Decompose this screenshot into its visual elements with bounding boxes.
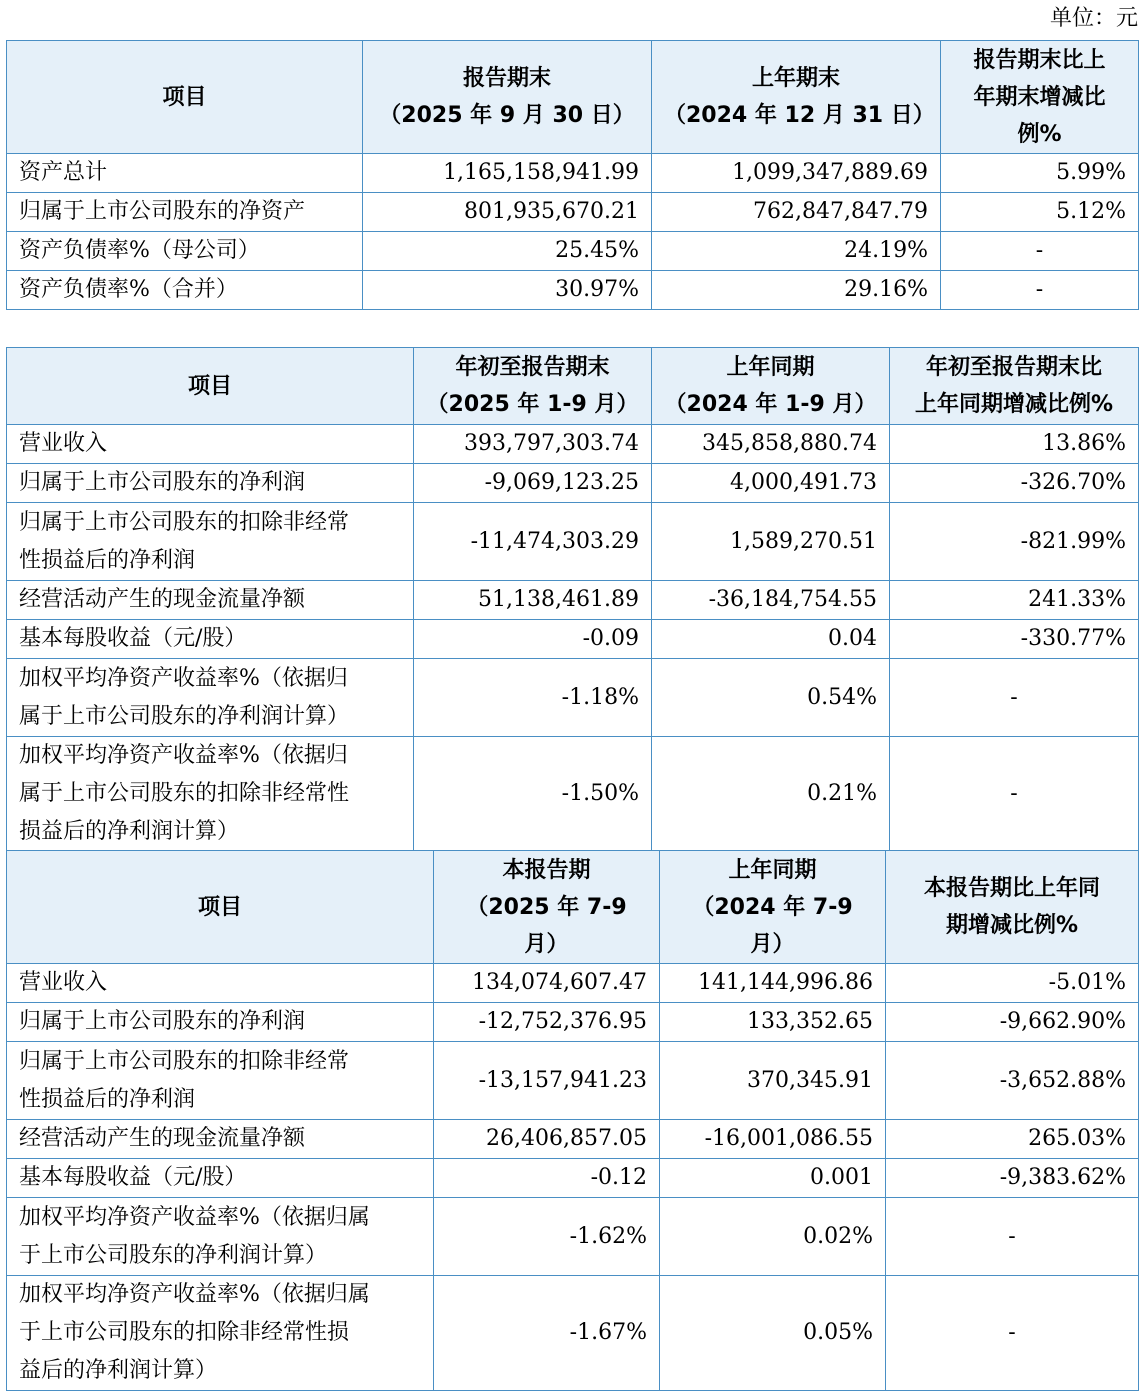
column-header-line: 上年同期 [726,355,815,380]
column-header-line: 项目 [162,84,207,110]
column-header-line: 上年期末 [751,66,840,91]
value-cell: 0.05% [660,1276,886,1391]
value-cell: 4,000,491.73 [652,464,890,503]
column-header-line: 报告期末 [462,66,551,91]
column-header-line: 例% [1017,121,1062,147]
value-cell: 25.45% [363,232,652,271]
row-label-line: 资产总计 [19,160,108,185]
value-cell: 1,165,158,941.99 [363,154,652,193]
row-label [7,193,363,232]
empty-value-cell: - [890,737,1139,852]
row-label-line: 性损益后的净利润 [19,547,196,573]
column-header [652,41,941,154]
value-cell: -16,001,086.55 [660,1120,886,1159]
column-header-line: 上年同期 [728,857,817,883]
row-label [7,581,414,620]
value-cell: -326.70% [890,464,1139,503]
table-header-row [7,41,1139,154]
row-label [7,737,414,852]
column-header-line: 项目 [187,373,232,399]
column-header [7,41,363,154]
column-header-line: 年期末增减比 [973,84,1106,110]
value-cell: 5.99% [941,154,1139,193]
row-label-line: 归属于上市公司股东的扣除非经常 [19,509,350,535]
row-label [7,503,414,581]
row-label [7,620,414,659]
column-header-line: （2025 年 9 月 30 日） [379,103,635,128]
table-row [7,464,1139,503]
empty-value-cell: - [941,271,1139,310]
row-label-line: 加权平均净资产收益率%（依据归 [19,743,348,768]
row-label-line: 营业收入 [19,970,108,995]
value-cell: -1.62% [434,1198,660,1276]
value-cell: 0.04 [652,620,890,659]
row-label-line: 归属于上市公司股东的扣除非经常 [19,1048,350,1074]
row-label-line: 归属于上市公司股东的净利润 [19,1009,306,1034]
row-label [7,232,363,271]
row-label [7,1120,434,1159]
row-label-line: 属于上市公司股东的净利润计算） [19,703,350,729]
value-cell: -13,157,941.23 [434,1042,660,1120]
value-cell: -1.18% [414,659,652,737]
row-label-line: 加权平均净资产收益率%（依据归属 [19,1204,370,1230]
column-header-line: 上年同期增减比例% [914,392,1114,417]
column-header-line: （2024 年 7-9 [692,894,853,920]
value-cell: 265.03% [886,1120,1139,1159]
column-header-line: （2024 年 1-9 月） [664,392,877,417]
row-label [7,1042,434,1120]
value-cell: 393,797,303.74 [414,425,652,464]
table-row [7,620,1139,659]
value-cell: -36,184,754.55 [652,581,890,620]
row-label-line: 资产负债率%（母公司） [19,238,260,263]
table-row [7,503,1139,581]
table-row [7,1276,1139,1391]
table-row [7,425,1139,464]
table-row [7,1003,1139,1042]
value-cell: -821.99% [890,503,1139,581]
value-cell: 0.02% [660,1198,886,1276]
column-header-line: 报告期末比上 [973,47,1106,73]
value-cell: -1.50% [414,737,652,852]
value-cell: 801,935,670.21 [363,193,652,232]
value-cell: -1.67% [434,1276,660,1391]
value-cell: -0.12 [434,1159,660,1198]
value-cell: -9,383.62% [886,1159,1139,1198]
value-cell: -12,752,376.95 [434,1003,660,1042]
value-cell: 1,099,347,889.69 [652,154,941,193]
row-label-line: 益后的净利润计算） [19,1358,218,1383]
column-header-line: 年初至报告期末比 [925,355,1102,380]
row-label [7,271,363,310]
column-header [363,41,652,154]
table-row [7,1198,1139,1276]
row-label [7,425,414,464]
empty-value-cell: - [886,1276,1139,1391]
value-cell: -9,069,123.25 [414,464,652,503]
value-cell: 345,858,880.74 [652,425,890,464]
value-cell: -11,474,303.29 [414,503,652,581]
column-header-line: 本报告期 [502,857,591,883]
value-cell: 26,406,857.05 [434,1120,660,1159]
column-header-line: 月） [524,931,569,957]
empty-value-cell: - [890,659,1139,737]
row-label-line: 于上市公司股东的扣除非经常性损 [19,1320,350,1345]
column-header-line: 项目 [197,894,242,920]
row-label-line: 于上市公司股东的净利润计算） [19,1242,328,1268]
value-cell: 51,138,461.89 [414,581,652,620]
row-label [7,1276,434,1391]
value-cell: 24.19% [652,232,941,271]
row-label [7,1159,434,1198]
value-cell: 762,847,847.79 [652,193,941,232]
row-label [7,154,363,193]
column-header-line: （2025 年 1-9 月） [426,392,639,417]
row-label-line: 加权平均净资产收益率%（依据归 [19,665,348,691]
row-label [7,659,414,737]
table-row [7,737,1139,852]
row-label [7,1198,434,1276]
column-header [7,851,434,964]
column-header [660,851,886,964]
unit-label: 单位：元 [1049,6,1138,31]
value-cell: -3,652.88% [886,1042,1139,1120]
column-header-line: 年初至报告期末 [455,355,610,380]
column-header-line: 本报告期比上年同 [923,876,1100,901]
row-label-line: 性损益后的净利润 [19,1086,196,1112]
table-row [7,271,1139,310]
table-header-row [7,348,1139,425]
column-header [886,851,1139,964]
table-row [7,964,1139,1003]
table-row [7,1042,1139,1120]
column-header [652,348,890,425]
column-header-line: 月） [750,931,795,957]
row-label-line: 损益后的净利润计算） [19,819,240,844]
value-cell: 1,589,270.51 [652,503,890,581]
table-header-row [7,851,1139,964]
row-label-line: 加权平均净资产收益率%（依据归属 [19,1282,370,1307]
table-row [7,581,1139,620]
table-row [7,1120,1139,1159]
row-label-line: 基本每股收益（元/股） [19,1165,247,1190]
empty-value-cell: - [941,232,1139,271]
column-header [941,41,1139,154]
value-cell: 0.001 [660,1159,886,1198]
value-cell: 29.16% [652,271,941,310]
row-label-line: 属于上市公司股东的扣除非经常性 [19,781,350,806]
column-header-line: （2024 年 12 月 31 日） [664,103,935,128]
row-label-line: 归属于上市公司股东的净资产 [19,199,306,224]
ytd-performance-table [6,347,1139,852]
table-row [7,1159,1139,1198]
row-label-line: 归属于上市公司股东的净利润 [19,470,306,495]
value-cell: 30.97% [363,271,652,310]
table-row [7,659,1139,737]
column-header [7,348,414,425]
row-label-line: 经营活动产生的现金流量净额 [19,587,306,612]
value-cell: 241.33% [890,581,1139,620]
value-cell: -9,662.90% [886,1003,1139,1042]
quarter-performance-table [6,850,1139,1391]
value-cell: 13.86% [890,425,1139,464]
row-label [7,464,414,503]
value-cell: 0.54% [652,659,890,737]
value-cell: 134,074,607.47 [434,964,660,1003]
row-label-line: 基本每股收益（元/股） [19,626,247,651]
table-row [7,232,1139,271]
value-cell: -330.77% [890,620,1139,659]
value-cell: 5.12% [941,193,1139,232]
value-cell: 141,144,996.86 [660,964,886,1003]
row-label-line: 经营活动产生的现金流量净额 [19,1126,306,1151]
column-header [434,851,660,964]
value-cell: 133,352.65 [660,1003,886,1042]
empty-value-cell: - [886,1198,1139,1276]
table-row [7,154,1139,193]
value-cell: -5.01% [886,964,1139,1003]
value-cell: 370,345.91 [660,1042,886,1120]
column-header [890,348,1139,425]
column-header-line: （2025 年 7-9 [466,894,627,920]
table-row [7,193,1139,232]
column-header-line: 期增减比例% [945,913,1079,938]
value-cell: -0.09 [414,620,652,659]
row-label [7,1003,434,1042]
balance-summary-table [6,40,1139,310]
row-label [7,964,434,1003]
value-cell: 0.21% [652,737,890,852]
row-label-line: 营业收入 [19,431,108,456]
row-label-line: 资产负债率%（合并） [19,277,238,302]
column-header [414,348,652,425]
